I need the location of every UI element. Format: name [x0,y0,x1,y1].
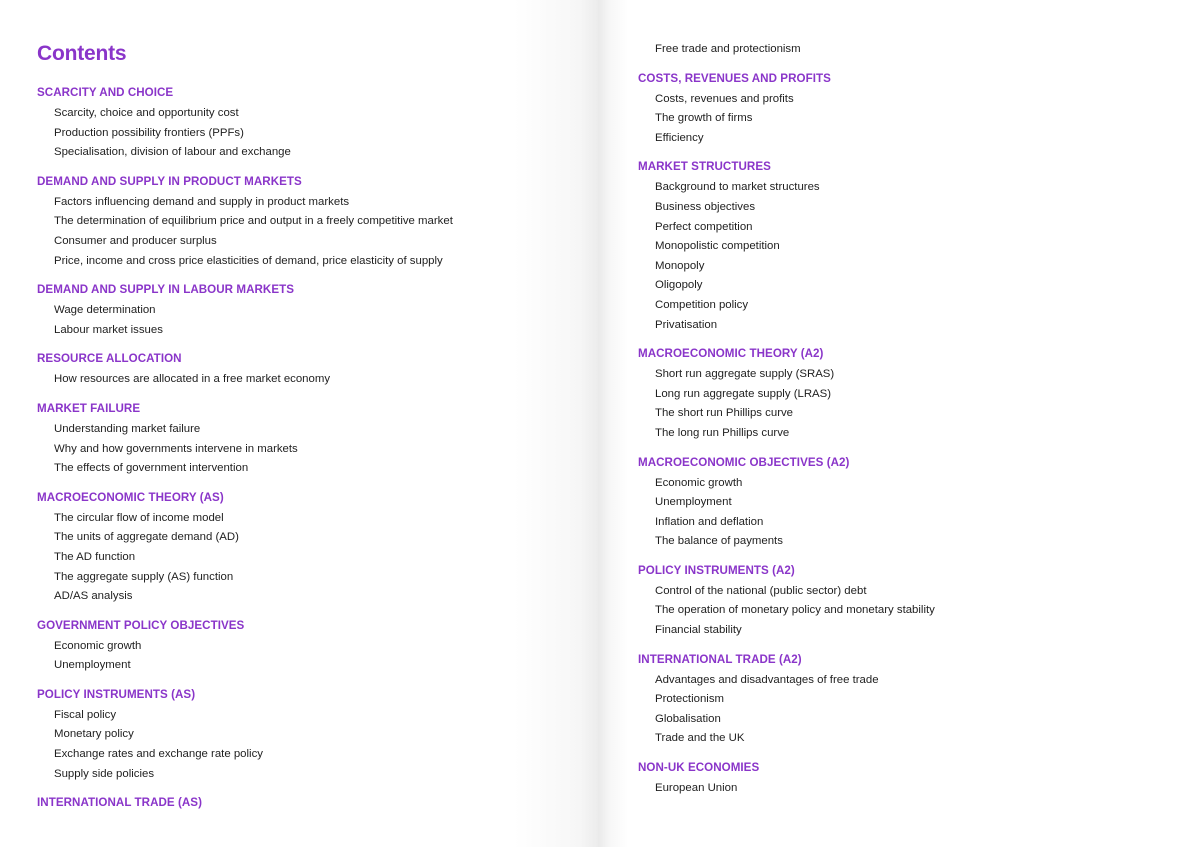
toc-item[interactable]: Specialisation, division of labour and exchange [54,146,291,159]
toc-section [638,453,1200,552]
toc-section-heading[interactable]: INTERNATIONAL TRADE (AS) [37,796,203,810]
toc-item[interactable]: Competition policy [655,298,749,311]
toc-section-heading[interactable]: POLICY INSTRUMENTS (A2) [638,563,795,577]
toc-section [638,157,1200,335]
toc-item[interactable]: Monopoly [655,259,705,272]
toc-section-heading[interactable]: COSTS, REVENUES AND PROFITS [638,71,831,85]
toc-section [37,399,598,479]
toc-item[interactable]: AD/AS analysis [54,590,133,603]
toc-item[interactable]: Factors influencing demand and supply in product markets [54,195,350,208]
toc-item[interactable]: Efficiency [655,131,704,144]
toc-item[interactable]: Supply side policies [54,767,155,780]
toc-item[interactable]: The balance of payments [655,535,783,548]
toc-item[interactable]: Labour market issues [54,323,163,336]
toc-item[interactable]: Exchange rates and exchange rate policy [54,748,263,761]
toc-section-heading[interactable]: NON-UK ECONOMIES [638,761,760,775]
toc-item[interactable]: The aggregate supply (AS) function [54,570,234,583]
toc-item[interactable]: The short run Phillips curve [655,407,794,420]
left-toc [37,83,598,812]
toc-item[interactable]: Fiscal policy [54,708,117,721]
left-page [0,0,598,847]
toc-section-heading[interactable]: GOVERNMENT POLICY OBJECTIVES [37,618,245,632]
toc-item[interactable]: Economic growth [655,476,743,489]
toc-section-heading[interactable]: DEMAND AND SUPPLY IN PRODUCT MARKETS [37,174,302,188]
toc-item[interactable]: Privatisation [655,318,718,331]
toc-item[interactable]: Monetary policy [54,728,134,741]
toc-item[interactable]: Wage determination [54,304,156,317]
toc-section [37,793,598,812]
toc-item[interactable]: Financial stability [655,624,742,637]
toc-section-heading[interactable]: POLICY INSTRUMENTS (AS) [37,687,196,701]
toc-section-heading[interactable]: MARKET FAILURE [37,401,141,415]
toc-item[interactable]: Advantages and disadvantages of free trade [655,673,879,686]
toc-section-heading[interactable]: RESOURCE ALLOCATION [37,352,182,366]
toc-section [638,650,1200,749]
toc-item[interactable]: Perfect competition [655,220,753,233]
toc-item[interactable]: Background to market structures [655,181,820,194]
toc-section [37,172,598,271]
toc-section [37,685,598,784]
toc-section [638,344,1200,443]
toc-item[interactable]: Inflation and deflation [655,515,764,528]
toc-item[interactable]: Trade and the UK [655,732,745,745]
toc-item[interactable]: Business objectives [655,200,756,213]
toc-item[interactable]: Scarcity, choice and opportunity cost [54,107,239,119]
toc-item[interactable]: Long run aggregate supply (LRAS) [655,387,832,400]
toc-section [37,616,598,676]
toc-item[interactable]: Protectionism [655,693,725,706]
toc-item[interactable]: Production possibility frontiers (PPFs) [54,126,244,139]
contents-title: Contents [37,42,127,65]
right-page [598,0,1200,847]
toc-item[interactable]: The effects of government intervention [54,462,249,475]
toc-section [638,69,1200,149]
toc-item[interactable]: Monopolistic competition [655,240,780,253]
toc-item[interactable]: Unemployment [54,659,131,672]
toc-item[interactable]: Short run aggregate supply (SRAS) [655,368,835,381]
toc-item[interactable]: Understanding market failure [54,422,201,435]
toc-item[interactable]: How resources are allocated in a free market economy [54,373,331,386]
toc-section [638,758,1200,799]
toc-section-heading[interactable]: SCARCITY AND CHOICE [37,86,174,99]
toc-item[interactable]: Economic growth [54,639,142,652]
toc-item-continued[interactable]: Free trade and protectionism [655,43,801,55]
toc-section-heading[interactable]: INTERNATIONAL TRADE (A2) [638,652,802,666]
toc-item[interactable]: European Union [655,782,738,795]
toc-item[interactable]: Globalisation [655,712,721,725]
toc-item[interactable]: Consumer and producer surplus [54,234,217,247]
toc-item[interactable]: The growth of firms [655,112,753,125]
toc-item[interactable]: The AD function [54,550,136,563]
toc-section-heading[interactable]: MARKET STRUCTURES [638,160,771,174]
toc-section [638,561,1200,641]
toc-section [37,349,598,390]
toc-section-heading[interactable]: MACROECONOMIC OBJECTIVES (A2) [638,455,850,469]
toc-item[interactable]: The long run Phillips curve [655,426,790,439]
toc-item[interactable]: The circular flow of income model [54,511,224,524]
toc-item[interactable]: Oligopoly [655,279,703,292]
toc-item[interactable]: Why and how governments intervene in markets [54,442,298,455]
toc-section [37,280,598,340]
toc-item[interactable]: Control of the national (public sector) debt [655,584,867,597]
toc-section-heading[interactable]: MACROECONOMIC THEORY (AS) [37,490,224,504]
toc-section-heading[interactable]: DEMAND AND SUPPLY IN LABOUR MARKETS [37,283,295,297]
toc-item[interactable]: Price, income and cross price elasticities of demand, price elasticity of supply [54,254,443,267]
right-toc [638,69,1200,799]
toc-section [37,83,598,163]
toc-section-heading[interactable]: MACROECONOMIC THEORY (A2) [638,347,824,361]
toc-item[interactable]: The determination of equilibrium price and output in a freely competitive market [54,215,453,228]
toc-item[interactable]: Unemployment [655,496,732,509]
toc-item[interactable]: Costs, revenues and profits [655,92,794,105]
toc-item[interactable]: The units of aggregate demand (AD) [54,531,239,544]
toc-item[interactable]: The operation of monetary policy and monetary stability [655,604,935,617]
toc-section [37,488,598,607]
